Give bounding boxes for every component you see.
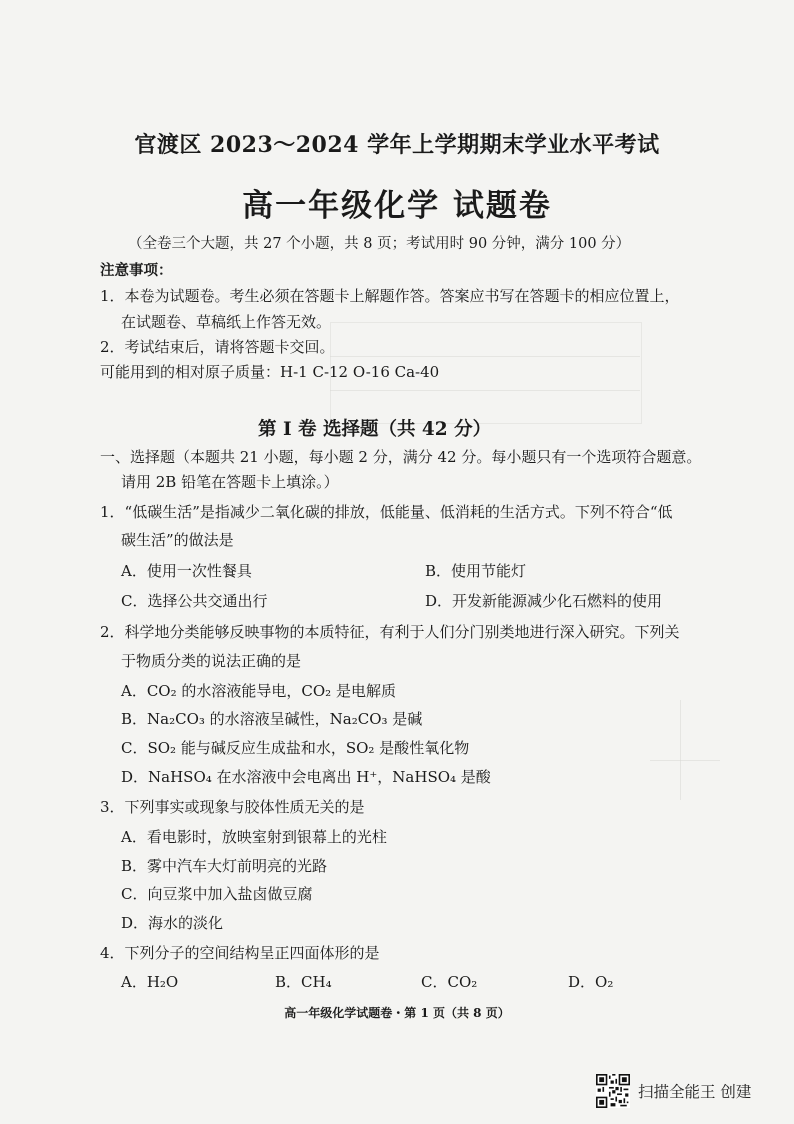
bleed-through-line — [330, 390, 640, 391]
qr-code-icon — [596, 1074, 630, 1108]
notice-heading: 注意事项： — [100, 262, 173, 279]
q3-stem: 3．下列事实或现象与胶体性质无关的是 — [100, 798, 365, 816]
q3-option-c: C．向豆浆中加入盐卤做豆腐 — [121, 885, 313, 903]
section-1-intro-line-1: 一、选择题（本题共 21 小题，每小题 2 分，满分 42 分。每小题只有一个选项符合题意。 — [100, 448, 702, 466]
q1-stem-line-1: 1．“低碳生活”是指减少二氧化碳的排放，低能量、低消耗的生活方式。下列不符合“低 — [100, 503, 673, 521]
scanner-label: 扫描全能王 创建 — [638, 1083, 752, 1101]
q1-option-c: C．选择公共交通出行 — [121, 592, 268, 610]
q2-option-b: B．Na₂CO₃ 的水溶液呈碱性，Na₂CO₃ 是碱 — [121, 710, 423, 728]
bleed-through-figure — [680, 700, 681, 800]
notice-item-1-line-1: 1．本卷为试题卷。考生必须在答题卡上解题作答。答案应书写在答题卡的相应位置上， — [100, 287, 680, 305]
q1-stem-line-2: 碳生活”的做法是 — [121, 531, 234, 549]
q1-option-a: A．使用一次性餐具 — [121, 562, 252, 580]
exam-info: （全卷三个大题，共 27 个小题，共 8 页；考试用时 90 分钟，满分 100 分） — [128, 236, 631, 252]
q3-option-d: D．海水的淡化 — [121, 914, 224, 932]
exam-title: 官渡区 2023～2024 学年上学期期末学业水平考试 — [134, 132, 660, 158]
atomic-masses: 可能用到的相对原子质量：H-1 C-12 O-16 Ca-40 — [100, 363, 440, 381]
scanner-watermark — [596, 1074, 751, 1108]
q1-option-d: D．开发新能源减少化石燃料的使用 — [425, 592, 663, 610]
q4-option-a: A．H₂O — [121, 973, 179, 991]
q3-option-a: A．看电影时，放映室射到银幕上的光柱 — [121, 828, 387, 846]
bleed-through-line — [330, 356, 640, 357]
section-1-title: 第 I 卷 选择题（共 42 分） — [258, 419, 492, 440]
section-1-intro-line-2: 请用 2B 铅笔在答题卡上填涂。） — [121, 473, 339, 491]
q2-stem-line-1: 2．科学地分类能够反映事物的本质特征，有利于人们分门别类地进行深入研究。下列关 — [100, 623, 680, 641]
notice-item-1-line-2: 在试题卷、草稿纸上作答无效。 — [121, 313, 332, 331]
bleed-through-figure — [650, 760, 720, 761]
q3-option-b: B．雾中汽车大灯前明亮的光路 — [121, 857, 328, 875]
q2-option-c: C．SO₂ 能与碱反应生成盐和水，SO₂ 是酸性氧化物 — [121, 739, 470, 757]
exam-subtitle: 高一年级化学 试题卷 — [242, 188, 552, 224]
q4-option-c: C．CO₂ — [421, 973, 478, 991]
notice-item-2: 2．考试结束后，请将答题卡交回。 — [100, 338, 335, 356]
q4-option-b: B．CH₄ — [275, 973, 332, 991]
q2-stem-line-2: 于物质分类的说法正确的是 — [121, 652, 302, 670]
page-footer: 高一年级化学试题卷・第 1 页（共 8 页） — [284, 1006, 510, 1020]
q4-stem: 4．下列分子的空间结构呈正四面体形的是 — [100, 944, 380, 962]
q2-option-a: A．CO₂ 的水溶液能导电，CO₂ 是电解质 — [121, 682, 396, 700]
q4-option-d: D．O₂ — [568, 973, 614, 991]
q1-option-b: B．使用节能灯 — [425, 562, 527, 580]
q2-option-d: D．NaHSO₄ 在水溶液中会电离出 H⁺，NaHSO₄ 是酸 — [121, 768, 491, 786]
